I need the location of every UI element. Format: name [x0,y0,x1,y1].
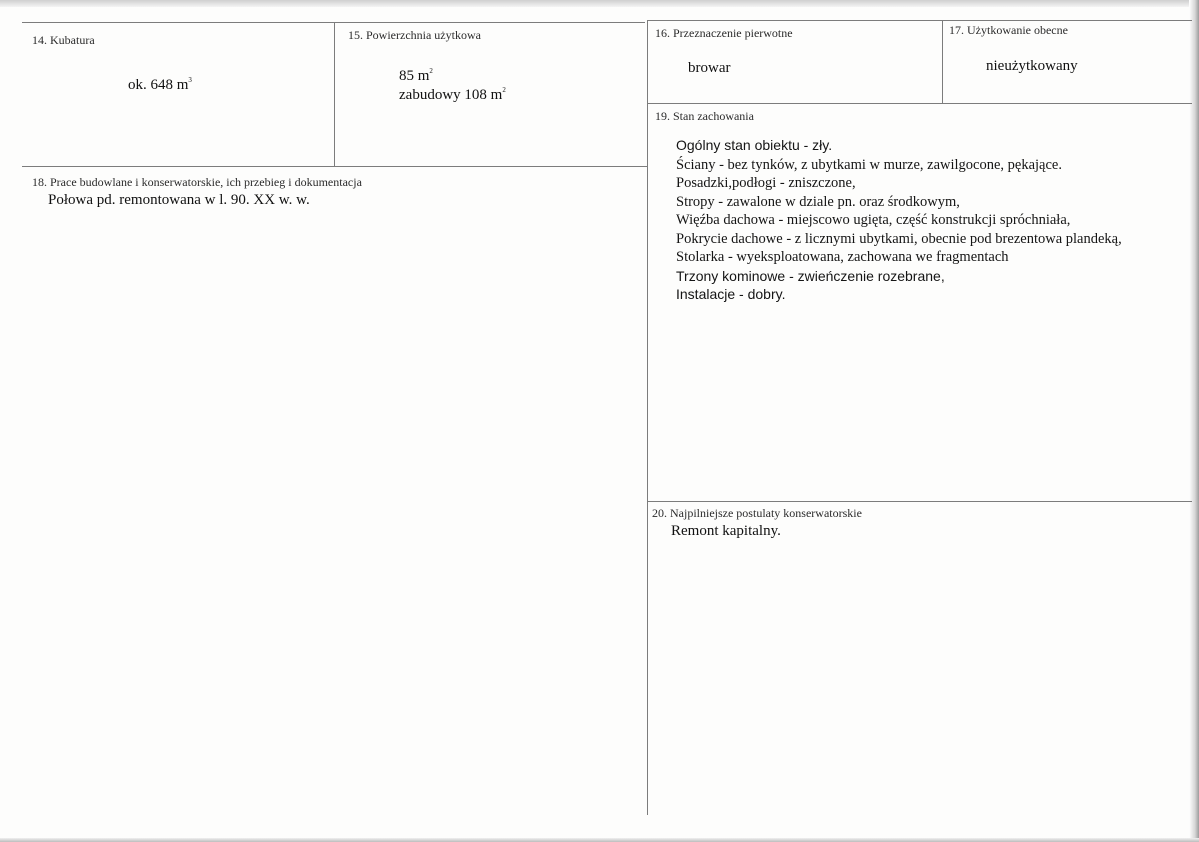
postulaty-value: Remont kapitalny. [671,523,781,539]
powierzchnia-line2-sup: 2 [502,86,506,94]
stan-line-stolarka: Stolarka - wyeksploatowana, zachowana we fragmentach [676,249,1009,265]
divider-vertical-main [647,20,648,815]
stan-line-ogolny: Ogólny stan obiektu - zły. [676,137,833,153]
scan-top-edge [0,0,1199,7]
stan-line-posadzki: Posadzki,podłogi - zniszczone, [676,175,856,191]
divider-vertical-16-17 [942,20,943,103]
kubatura-value-sup: 3 [188,76,192,84]
stan-label: 19. Stan zachowania [655,109,754,123]
stan-line-wiezba: Więźba dachowa - miejscowo ugięta, część konstrukcji spróchniała, [676,212,1071,228]
uzytkowanie-value: nieużytkowany [986,58,1078,74]
divider-above-18 [22,166,647,167]
uzytkowanie-label: 17. Użytkowanie obecne [949,23,1068,37]
powierzchnia-line2 [399,87,506,104]
powierzchnia-line1 [399,68,433,85]
divider-below-16-17 [647,103,1192,104]
przeznaczenie-value: browar [688,60,731,76]
stan-line-stropy: Stropy - zawalone w dziale pn. oraz środkowym, [676,193,960,210]
stan-line-sciany: Ściany - bez tynków, z ubytkami w murze, zawilgocone, pękające. [676,156,1062,173]
prace-label: 18. Prace budowlane i konserwatorskie, ich przebieg i dokumentacja [32,175,362,189]
scan-bottom-edge [0,838,1199,842]
scan-right-edge [1189,0,1199,842]
powierzchnia-line1-sup: 2 [429,67,433,75]
przeznaczenie-label: 16. Przeznaczenie pierwotne [655,26,793,40]
stan-line-instalacje: Instalacje - dobry. [676,286,786,302]
stan-line-pokrycie: Pokrycie dachowe - z licznymi ubytkami, obecnie pod brezentowa plandeką, [676,230,1122,247]
stan-line-trzony: Trzony kominowe - zwieńczenie rozebrane, [676,267,945,284]
kubatura-value-text: ok. 648 m [128,77,189,93]
kubatura-label: 14. Kubatura [32,33,95,47]
divider-vertical-14-15 [334,22,335,167]
powierzchnia-line1-text: 85 m [399,68,430,84]
divider-top-right [647,20,1192,21]
postulaty-label: 20. Najpilniejsze postulaty konserwatorskie [652,506,862,520]
powierzchnia-label: 15. Powierzchnia użytkowa [348,28,481,42]
powierzchnia-line2-text: zabudowy 108 m [399,87,503,103]
divider-above-20 [647,501,1192,502]
stan-list [676,136,1186,304]
kubatura-value [128,77,192,94]
prace-value: Połowa pd. remontowana w l. 90. XX w. w. [48,192,310,208]
